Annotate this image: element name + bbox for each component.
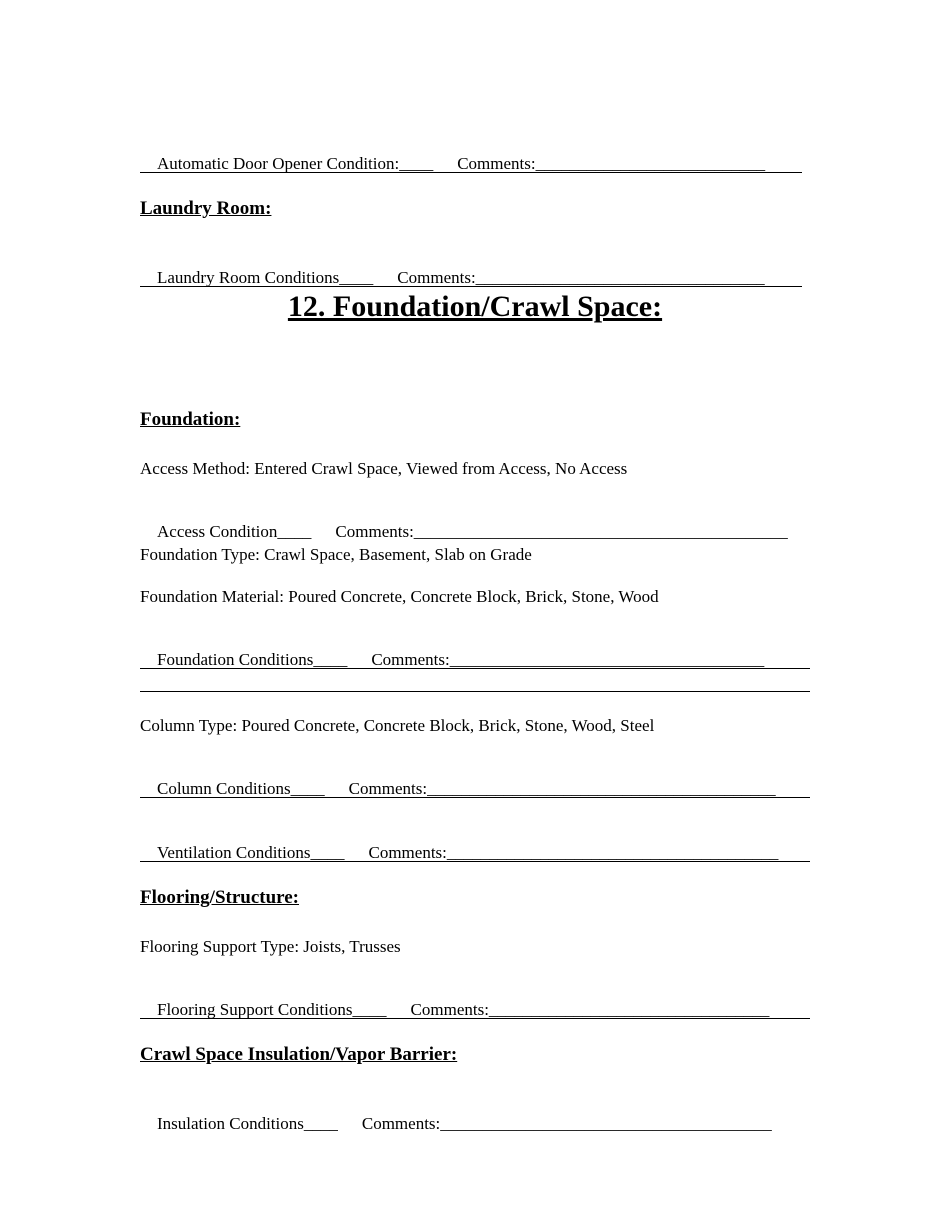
door-opener-comments-line[interactable]: [140, 172, 802, 173]
door-opener-condition-field[interactable]: Automatic Door Opener Condition:____: [157, 154, 434, 173]
laundry-comments-line[interactable]: [140, 286, 802, 287]
door-opener-row: [140, 134, 765, 194]
ventilation-conditions-field[interactable]: Ventilation Conditions____: [157, 843, 345, 862]
ventilation-comments-line[interactable]: [140, 861, 810, 862]
laundry-conditions-field[interactable]: Laundry Room Conditions____: [157, 268, 374, 287]
access-comments-field[interactable]: Comments:____________________________________________: [335, 522, 788, 541]
foundation-material-text: Foundation Material: Poured Concrete, Concrete Block, Brick, Stone, Wood: [140, 587, 659, 606]
ventilation-conditions-row: [140, 823, 778, 883]
access-condition-field[interactable]: Access Condition____: [157, 522, 312, 541]
section-title-foundation-crawl-space: 12. Foundation/Crawl Space:: [287, 290, 663, 323]
access-method-text: Access Method: Entered Crawl Space, Viewed from Access, No Access: [140, 459, 628, 478]
ventilation-comments-field[interactable]: Comments:_______________________________________: [368, 843, 779, 862]
flooring-support-comments-line[interactable]: [140, 1018, 810, 1019]
insulation-conditions-row: [140, 1094, 772, 1154]
flooring-support-comments-field[interactable]: Comments:_________________________________: [410, 1000, 770, 1019]
flooring-structure-heading: Flooring/Structure:: [140, 887, 300, 908]
flooring-support-conditions-row: [140, 980, 769, 1040]
flooring-support-type-text: Flooring Support Type: Joists, Trusses: [140, 937, 401, 956]
laundry-comments-field[interactable]: Comments:__________________________________: [397, 268, 765, 287]
foundation-type-text: Foundation Type: Crawl Space, Basement, Slab on Grade: [140, 545, 532, 564]
foundation-conditions-row: [140, 630, 764, 690]
foundation-comments-line-2[interactable]: [140, 691, 810, 692]
column-conditions-field[interactable]: Column Conditions____: [157, 779, 325, 798]
foundation-comments-field[interactable]: Comments:_____________________________________: [371, 650, 765, 669]
laundry-room-heading: Laundry Room:: [140, 198, 272, 219]
column-conditions-row: [140, 759, 776, 819]
foundation-heading: Foundation:: [140, 409, 241, 430]
insulation-comments-field[interactable]: Comments:_______________________________________: [361, 1114, 772, 1133]
insulation-conditions-field[interactable]: Insulation Conditions____: [157, 1114, 338, 1133]
foundation-comments-line-1[interactable]: [140, 668, 810, 669]
column-comments-line[interactable]: [140, 797, 810, 798]
flooring-support-conditions-field[interactable]: Flooring Support Conditions____: [157, 1000, 387, 1019]
door-opener-comments-field[interactable]: Comments:___________________________: [457, 154, 766, 173]
insulation-vapor-barrier-heading: Crawl Space Insulation/Vapor Barrier:: [140, 1044, 458, 1065]
column-type-text: Column Type: Poured Concrete, Concrete Block, Brick, Stone, Wood, Steel: [140, 716, 655, 735]
foundation-conditions-field[interactable]: Foundation Conditions____: [157, 650, 348, 669]
column-comments-field[interactable]: Comments:_________________________________________: [348, 779, 776, 798]
